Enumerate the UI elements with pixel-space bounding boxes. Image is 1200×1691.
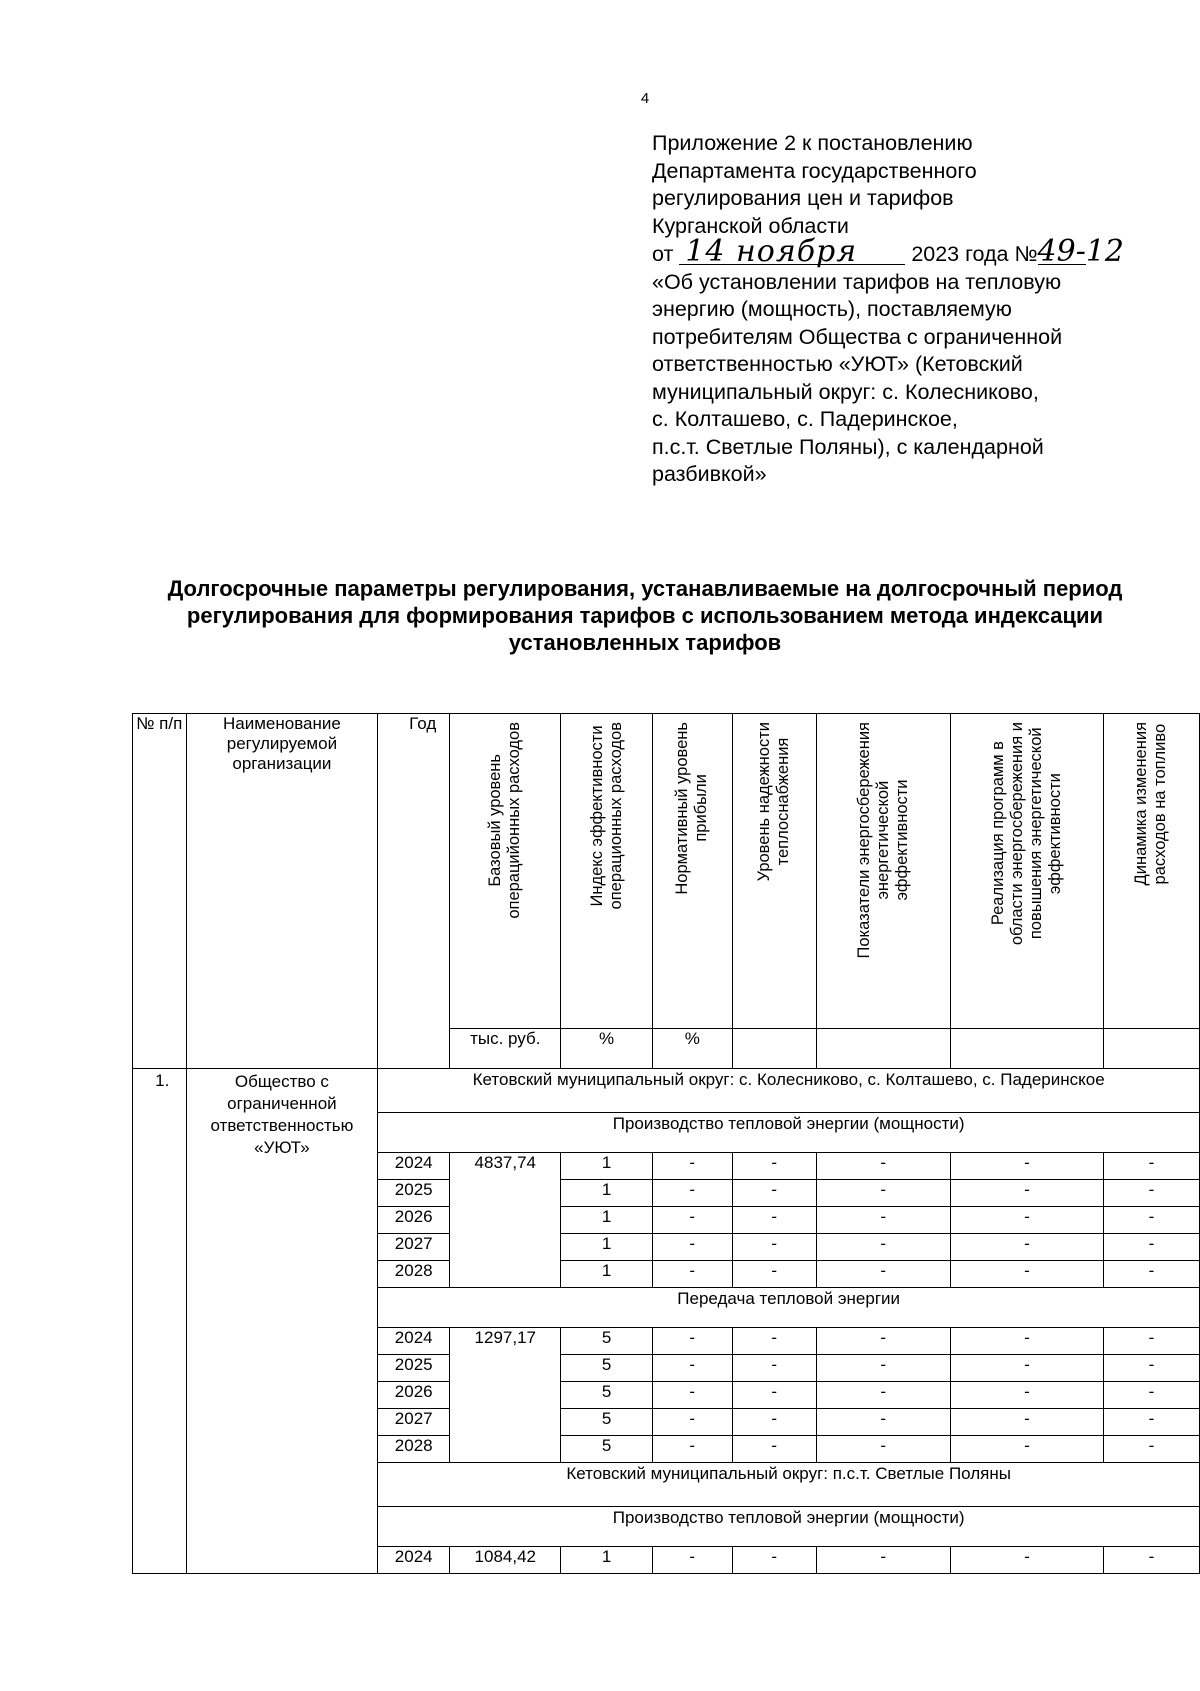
programs-cell: - [950,1234,1103,1261]
fuel-cell: - [1103,1207,1199,1234]
unit-index: % [561,1029,652,1069]
header-efficiency-index-text: Индекс эффективности операционных расходов [587,722,625,910]
efficiency-index-cell: 5 [561,1382,652,1409]
profit-cell: - [652,1436,732,1463]
energy-indicators-cell: - [816,1180,950,1207]
header-fuel [1103,714,1199,1029]
subject-line: энергию (мощность), поставляемую [652,297,1012,321]
energy-indicators-cell: - [816,1382,950,1409]
subject-line: ответственностью «УЮТ» (Кетовский [652,352,1023,376]
efficiency-index-cell: 1 [561,1207,652,1234]
year-cell: 2028 [378,1261,450,1288]
appendix-line: Курганской области [652,213,849,238]
appendix-line: Департамента государственного [652,158,977,183]
header-programs-text: Реализация программ в области энергосбережения и повышения энергетической эффективности [988,722,1064,946]
efficiency-index-cell: 5 [561,1328,652,1355]
territory-row-cell: Кетовский муниципальный округ: п.с.т. Светлые Поляны [378,1463,1200,1507]
fuel-cell: - [1103,1409,1199,1436]
year-cell: 2028 [378,1436,450,1463]
energy-indicators-cell: - [816,1234,950,1261]
programs-cell: - [950,1261,1103,1288]
row-number-cell: 1. [133,1069,187,1574]
activity-row-cell: Производство тепловой энергии (мощности) [378,1507,1200,1547]
year-cell: 2024 [378,1153,450,1180]
header-energy-indicators-text: Показатели энергосбережения энергетической эффективности [854,722,911,959]
year-cell: 2025 [378,1355,450,1382]
base-level-cell: 1084,42 [450,1547,561,1574]
profit-cell: - [652,1382,732,1409]
subject-line: разбивкой» [652,462,767,486]
profit-cell: - [652,1153,732,1180]
subject-line: с. Колташево, с. Падеринское, [652,407,958,431]
profit-cell: - [652,1207,732,1234]
reliability-cell: - [732,1153,816,1180]
programs-cell: - [950,1328,1103,1355]
reliability-cell: - [732,1328,816,1355]
fuel-cell: - [1103,1261,1199,1288]
energy-indicators-cell: - [816,1153,950,1180]
programs-cell: - [950,1382,1103,1409]
reliability-cell: - [732,1382,816,1409]
fuel-cell: - [1103,1153,1199,1180]
efficiency-index-cell: 1 [561,1547,652,1574]
header-base-level [450,714,561,1029]
header-profit-text: Нормативный уровень прибыли [673,722,711,895]
unit-profit: % [652,1029,732,1069]
energy-indicators-cell: - [816,1436,950,1463]
energy-indicators-cell: - [816,1328,950,1355]
efficiency-index-cell: 5 [561,1409,652,1436]
organization-cell: Общество с ограниченной ответственностью «УЮТ» [186,1069,378,1574]
year-cell: 2027 [378,1234,450,1261]
header-profit [652,714,732,1029]
year-text: 2023 года № [911,242,1038,266]
profit-cell: - [652,1234,732,1261]
appendix-line: регулирования цен и тарифов [652,186,954,210]
date-line [652,234,1124,269]
year-cell: 2024 [378,1547,450,1574]
fuel-cell: - [1103,1382,1199,1409]
efficiency-index-cell: 1 [561,1153,652,1180]
profit-cell: - [652,1547,732,1574]
reliability-cell: - [732,1409,816,1436]
efficiency-index-cell: 1 [561,1261,652,1288]
year-cell: 2026 [378,1382,450,1409]
programs-cell: - [950,1355,1103,1382]
year-cell: 2024 [378,1328,450,1355]
efficiency-index-cell: 5 [561,1436,652,1463]
header-programs [950,714,1103,1029]
energy-indicators-cell: - [816,1261,950,1288]
profit-cell: - [652,1355,732,1382]
subject-line: «Об установлении тарифов на тепловую [652,269,1062,294]
programs-cell: - [950,1436,1103,1463]
unit-empty [950,1029,1103,1069]
reliability-cell: - [732,1261,816,1288]
energy-indicators-cell: - [816,1547,950,1574]
reliability-cell: - [732,1207,816,1234]
base-level-cell: 1297,17 [450,1328,561,1463]
profit-cell: - [652,1409,732,1436]
profit-cell: - [652,1261,732,1288]
appendix-block [652,130,1122,489]
subject-line: муниципальный округ: с. Колесниково, [652,379,1039,404]
reliability-cell: - [732,1180,816,1207]
reliability-cell: - [732,1234,816,1261]
fuel-cell: - [1103,1436,1199,1463]
activity-row-cell: Производство тепловой энергии (мощности) [378,1113,1200,1153]
reliability-cell: - [732,1355,816,1382]
header-reliability [732,714,816,1029]
header-efficiency-index [561,714,652,1029]
document-title: Долгосрочные параметры регулирования, устанавливаемые на долгосрочный период регулирования для формирования тарифов с использованием метода индексации установленных тарифов [167,576,1123,655]
handwritten-number: 49-12 [1037,234,1124,269]
programs-cell: - [950,1409,1103,1436]
appendix-line: Приложение 2 к постановлению [652,131,973,155]
profit-cell: - [652,1328,732,1355]
subject-line: п.с.т. Светлые Поляны), с календарной [652,434,1044,459]
date-prefix: от [652,242,674,266]
header-year: Год [378,714,450,1069]
energy-indicators-cell: - [816,1409,950,1436]
header-energy-indicators [816,714,950,1029]
energy-indicators-cell: - [816,1355,950,1382]
unit-empty [732,1029,816,1069]
header-reliability-text: Уровень надежности теплоснабжения [755,722,793,882]
year-cell: 2027 [378,1409,450,1436]
activity-row-cell: Передача тепловой энергии [378,1288,1200,1328]
base-level-cell: 4837,74 [450,1153,561,1288]
header-organization: Наименование регулируемой организации [186,714,378,1069]
efficiency-index-cell: 5 [561,1355,652,1382]
reliability-cell: - [732,1547,816,1574]
territory-row [133,1069,1200,1113]
fuel-cell: - [1103,1234,1199,1261]
territory-row-cell: Кетовский муниципальный округ: с. Колесниково, с. Колташево, с. Падеринское [378,1069,1200,1113]
header-num: № п/п [133,714,187,1069]
parameters-table [132,713,1200,1574]
programs-cell: - [950,1180,1103,1207]
fuel-cell: - [1103,1355,1199,1382]
header-base-level-text: Базовый уровень операцийонных расходов [486,722,524,919]
handwritten-date: 14 ноября [679,240,905,265]
unit-empty [816,1029,950,1069]
header-fuel-text: Динамика изменения расходов на топливо [1132,722,1170,886]
unit-empty [1103,1029,1199,1069]
energy-indicators-cell: - [816,1207,950,1234]
unit-base: тыс. руб. [450,1029,561,1069]
subject-line: потребителям Общества с ограниченной [652,324,1063,349]
fuel-cell: - [1103,1547,1199,1574]
fuel-cell: - [1103,1180,1199,1207]
reliability-cell: - [732,1436,816,1463]
page-number: 4 [640,90,650,107]
programs-cell: - [950,1153,1103,1180]
year-cell: 2026 [378,1207,450,1234]
fuel-cell: - [1103,1328,1199,1355]
profit-cell: - [652,1180,732,1207]
programs-cell: - [950,1547,1103,1574]
efficiency-index-cell: 1 [561,1234,652,1261]
year-cell: 2025 [378,1180,450,1207]
programs-cell: - [950,1207,1103,1234]
efficiency-index-cell: 1 [561,1180,652,1207]
